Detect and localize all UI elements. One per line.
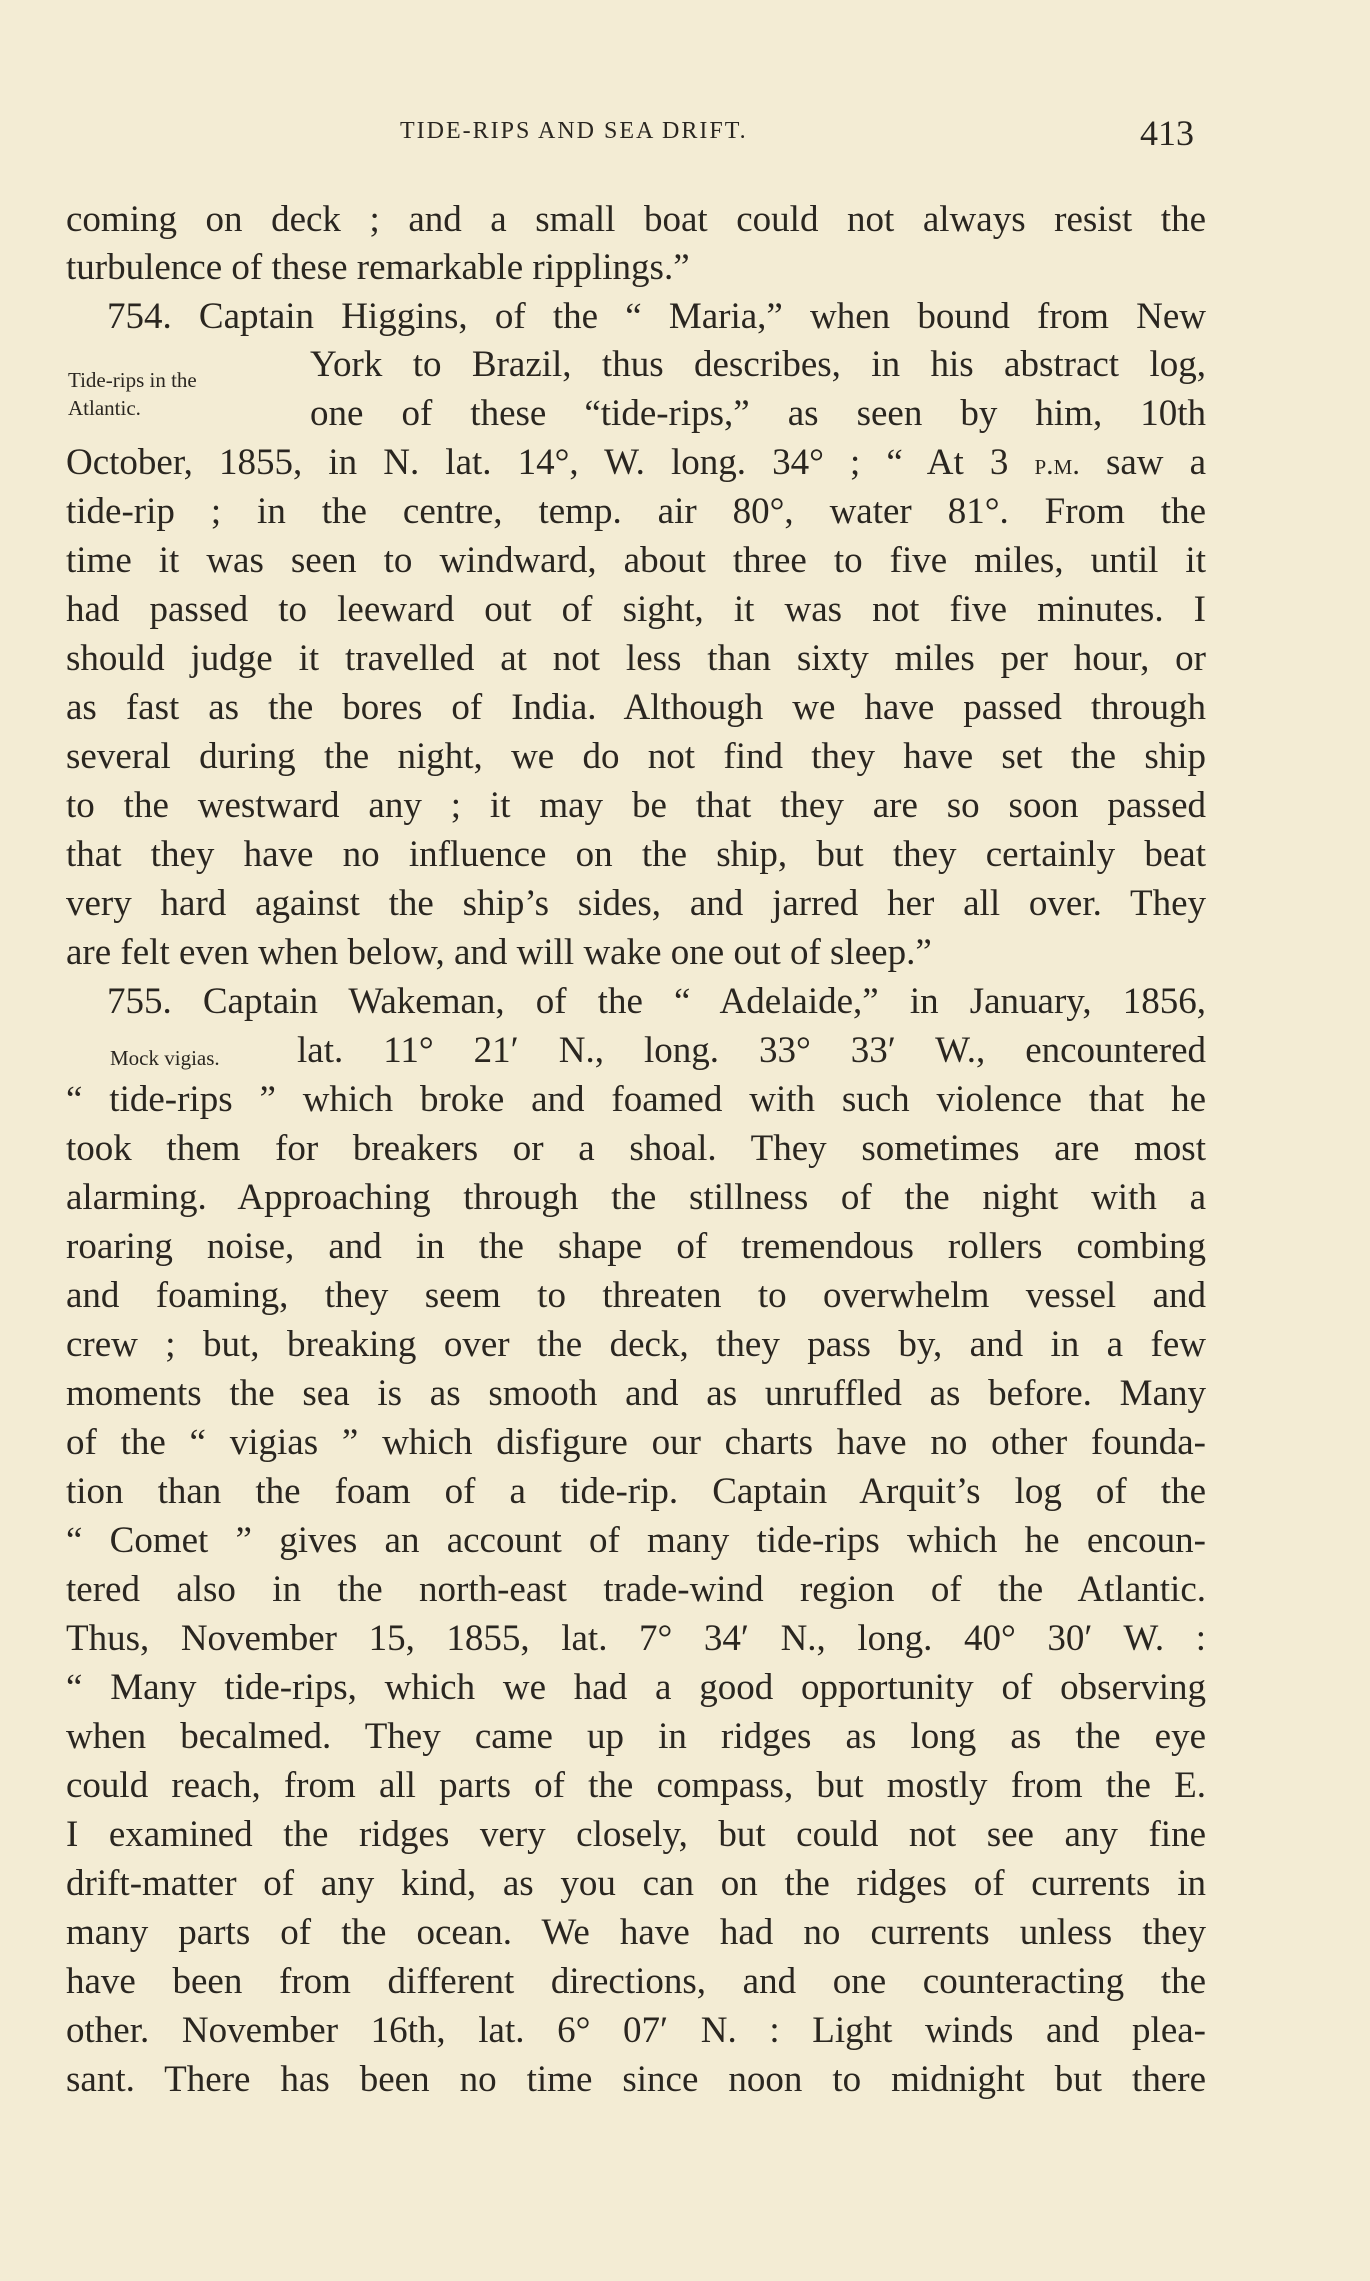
text-line: tide-rip ; in the centre, temp. air 80°, water 81°. From the [66,491,1206,532]
text-line: very hard against the ship’s sides, and jarred her all over. They [66,883,1206,924]
text-line: sant. There has been no time since noon to midnight but there [66,2059,1206,2100]
text-line: to the westward any ; it may be that they are so soon passed [66,785,1206,826]
text-line: are felt even when below, and will wake one out of sleep.” [66,932,932,973]
text-line: took them for breakers or a shoal. They sometimes are most [66,1128,1206,1169]
text-line: of the “ vigias ” which disfigure our charts have no other founda- [66,1422,1206,1463]
text-line: I examined the ridges very closely, but could not see any fine [66,1814,1206,1855]
text-line: one of these “tide-rips,” as seen by him, 10th [310,393,1206,434]
text-line: crew ; but, breaking over the deck, they pass by, and in a few [66,1324,1206,1365]
text-line: alarming. Approaching through the stillness of the night with a [66,1177,1206,1218]
text-line: that they have no influence on the ship, but they certainly beat [66,834,1206,875]
text-line: many parts of the ocean. We have had no currents unless they [66,1912,1206,1953]
text-line: coming on deck ; and a small boat could not always resist the [66,199,1206,240]
text-line [66,439,1206,487]
page-number: 413 [1140,113,1194,153]
pm-abbreviation: p.m. [1034,448,1080,481]
running-title: TIDE-RIPS AND SEA DRIFT. [400,118,748,144]
text-line: drift-matter of any kind, as you can on the ridges of currents in [66,1863,1206,1904]
text-line: tion than the foam of a tide-rip. Captain Arquit’s log of the [66,1471,1206,1512]
text-line: York to Brazil, thus describes, in his abstract log, [310,344,1206,385]
text-line: roaring noise, and in the shape of tremendous rollers combing [66,1226,1206,1267]
text-fragment: October, 1855, in N. lat. 14°, W. long. 34° ; “ At 3 [66,442,1035,483]
text-fragment: saw a [1079,442,1207,483]
text-line: had passed to leeward out of sight, it was not five minutes. I [66,589,1206,630]
paragraph-755-start: 755. Captain Wakeman, of the “ Adelaide,” in January, 1856, [107,981,1206,1022]
text-line: and foaming, they seem to threaten to overwhelm vessel and [66,1275,1206,1316]
text-line: turbulence of these remarkable ripplings.” [66,247,690,288]
text-line: several during the night, we do not find they have set the ship [66,736,1206,777]
text-line: when becalmed. They came up in ridges as long as the eye [66,1716,1206,1757]
text-line: time it was seen to windward, about three to five miles, until it [66,540,1206,581]
text-line: should judge it travelled at not less than sixty miles per hour, or [66,638,1206,679]
margin-note-mock-vigias: Mock vigias. [110,1046,220,1070]
text-line: could reach, from all parts of the compass, but mostly from the E. [66,1765,1206,1806]
margin-note-atlantic: Atlantic. [68,396,141,420]
text-line: “ Many tide-rips, which we had a good opportunity of observing [66,1667,1206,1708]
text-line: Thus, November 15, 1855, lat. 7° 34′ N., long. 40° 30′ W. : [66,1618,1206,1659]
text-line: “ Comet ” gives an account of many tide-rips which he encoun- [66,1520,1206,1561]
text-line: “ tide-rips ” which broke and foamed with such violence that he [66,1079,1206,1120]
text-line: other. November 16th, lat. 6° 07′ N. : Light winds and plea- [66,2010,1206,2051]
page-header [0,112,1370,162]
text-line: have been from different directions, and one counteracting the [66,1961,1206,2002]
paragraph-754-start: 754. Captain Higgins, of the “ Maria,” when bound from New [107,296,1206,337]
text-line: as fast as the bores of India. Although we have passed through [66,687,1206,728]
margin-note-tide-rips: Tide-rips in the [68,368,197,392]
text-line: moments the sea is as smooth and as unruffled as before. Many [66,1373,1206,1414]
text-line: lat. 11° 21′ N., long. 33° 33′ W., encountered [297,1030,1206,1071]
text-line: tered also in the north-east trade-wind region of the Atlantic. [66,1569,1206,1610]
